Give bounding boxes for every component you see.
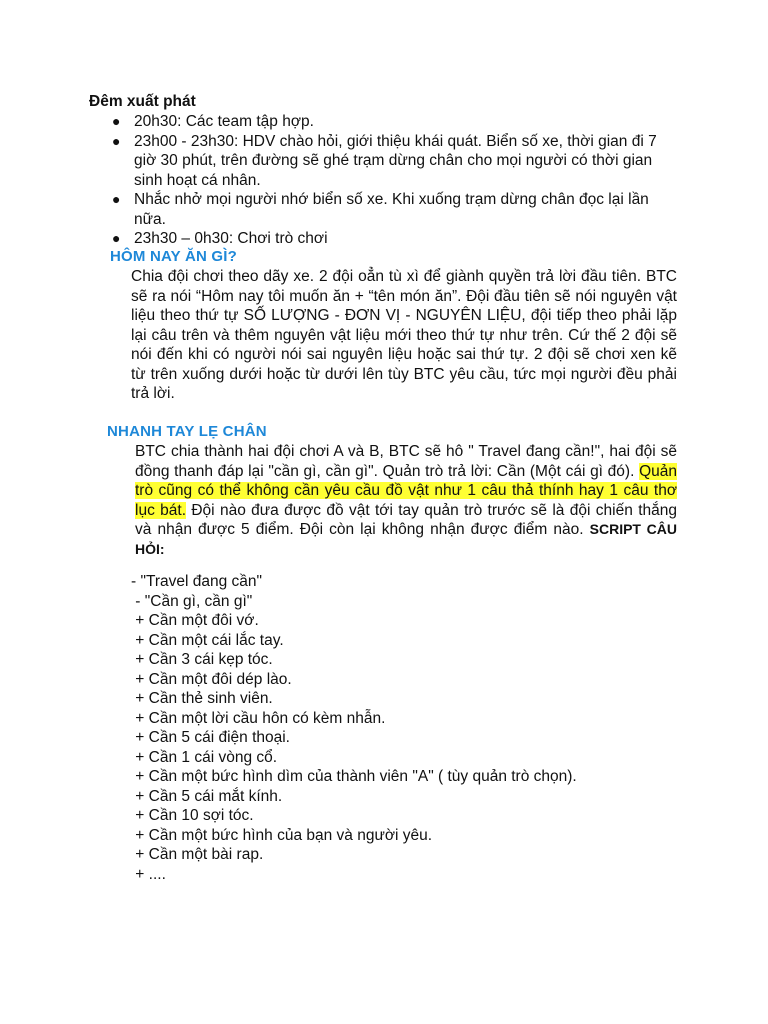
script-line: + Cần 3 cái kẹp tóc. [131,651,273,668]
highlighted-text: Quản trò cũng có thể không cần yêu cầu đồ vật như 1 câu thả thính hay 1 câu thơ lục bát. [135,462,677,519]
script-line: + Cần một đôi vớ. [131,612,259,629]
script-line: + Cần 10 sợi tóc. [131,807,254,824]
script-line: + Cần thẻ sinh viên. [131,690,273,707]
start-night-list [110,112,680,249]
script-list [131,572,577,884]
script-line: + .... [131,865,166,883]
script-line: + Cần một lời cầu hôn có kèm nhẫn. [131,709,386,727]
game1-title: HÔM NAY ĂN GÌ? [110,248,237,265]
bullet-icon: ● [112,132,121,149]
script-line: + Cần một đôi dép lào. [131,670,292,688]
bullet-icon: ● [112,113,121,129]
script-line: - "Travel đang cần" [131,573,263,590]
list-item: ● 23h00 - 23h30: HDV chào hỏi, giới thiệu khái quát. Biển số xe, thời gian đi 7 giờ 30 phút, trên đường sẽ ghé trạm dừng chân cho mọi người có thời gian sinh hoạt cá nhân. [112,132,657,189]
script-label: SCRIPT CÂU HỎI: [135,521,677,557]
bullet-icon: ● [112,191,121,207]
list-item: ● 23h30 – 0h30: Chơi trò chơi [112,230,328,247]
script-line: + Cần một bức hình dìm của thành viên "A" ( tùy quản trò chọn). [131,768,577,785]
list-item: ● 20h30: Các team tập hợp. [112,113,314,130]
script-line: + Cần một bức hình của bạn và người yêu. [131,826,433,844]
game2-body: BTC chia thành hai đội chơi A và B, BTC sẽ hô " Travel đang cần!", hai đội sẽ đồng thanh đáp lại "cần gì, cần gì". Quản trò trả lời: Cần (Một cái gì đó). Quản trò cũng có thể không cần yêu cầu đồ vật như 1 câu thả thính hay 1 câu thơ lục bát. Đội nào đưa được đồ vật tới tay quản trò trước sẽ là đội chiến thắng và nhận được 5 điểm. Đội còn lại không nhận được điểm nào. SCRIPT CÂU HỎI: [135,443,677,557]
script-line: + Cần 1 cái vòng cổ. [131,748,278,766]
script-line: + Cần 5 cái điện thoại. [131,729,290,746]
list-item: ● Nhắc nhở mọi người nhớ biển số xe. Khi xuống trạm dừng chân đọc lại lần nữa. [112,191,649,228]
script-line: + Cần một bài rap. [131,846,264,863]
start-night-title: Đêm xuất phát [89,93,196,110]
game1-body: Chia đội chơi theo dãy xe. 2 đội oẳn tù xì để giành quyền trả lời đầu tiên. BTC sẽ ra nói “Hôm nay tôi muốn ăn + “tên món ăn”. Đội đầu tiên sẽ nói nguyên vật liệu theo thứ tự SỐ LƯỢNG - ĐƠN VỊ - NGUYÊN LIỆU, đội tiếp theo phải lặp lại câu trên và thêm nguyên vật liệu mới theo thứ tự như trên. Cứ thế 2 đội sẽ nói đến khi có người nói sai nguyên liệu hoặc sai thứ tự. 2 đội sẽ chơi xen kẽ từ trên xuống dưới hoặc từ dưới lên tùy BTC yêu cầu, tức mọi người đều phải trả lời. [131,268,677,402]
script-line: + Cần 5 cái mắt kính. [131,787,283,805]
script-line: - "Cần gì, cần gì" [131,592,253,610]
game2-title: NHANH TAY LẸ CHÂN [107,423,267,440]
script-line: + Cần một cái lắc tay. [131,631,284,649]
bullet-icon: ● [112,230,121,246]
